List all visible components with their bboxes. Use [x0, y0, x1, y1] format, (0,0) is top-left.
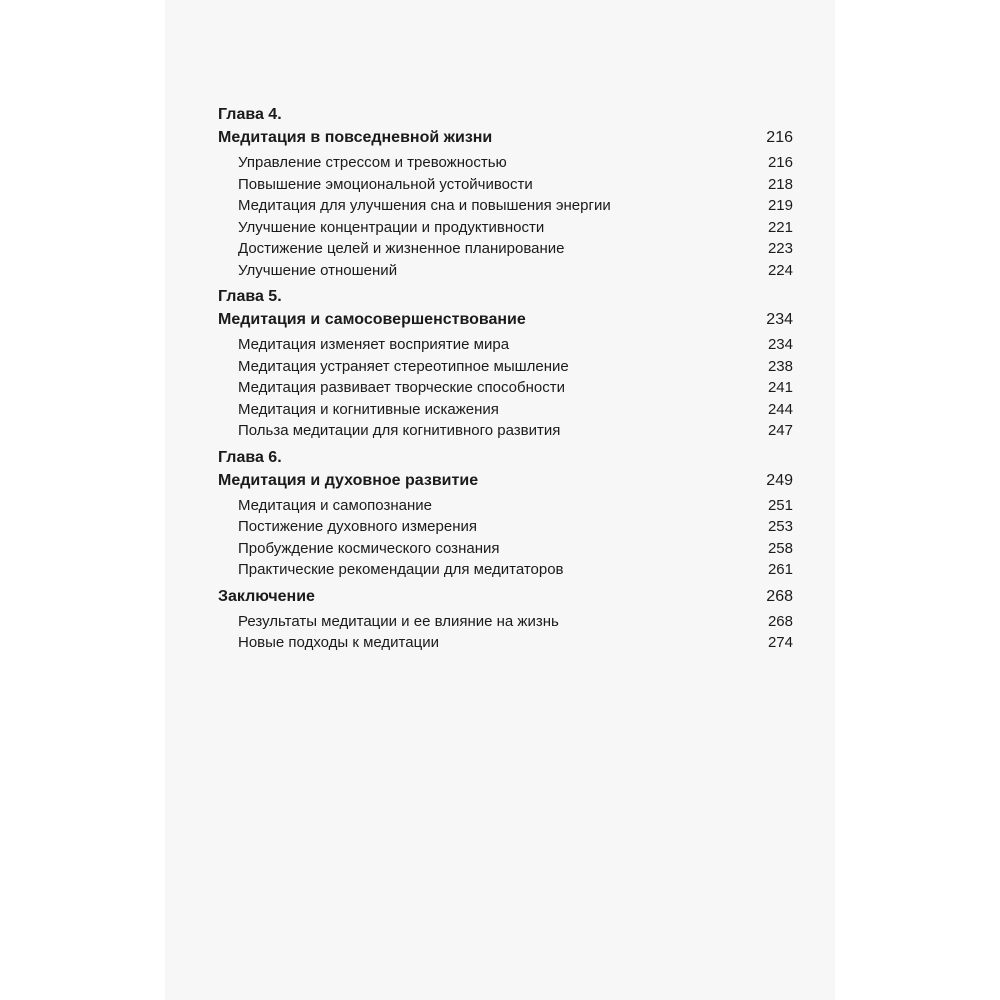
- entry-title: Медитация изменяет восприятие мира: [238, 336, 510, 353]
- chapter-label: Глава 5.: [218, 288, 282, 305]
- entry-title: Польза медитации для когнитивного развития: [238, 422, 561, 439]
- entry-title: Новые подходы к медитации: [238, 634, 439, 651]
- toc-entry: [218, 195, 793, 217]
- table-of-contents: [218, 104, 793, 654]
- page-number: 241: [767, 379, 793, 396]
- conclusion-title-row: [218, 586, 793, 610]
- toc-entry: [218, 538, 793, 560]
- entry-title: Управление стрессом и тревожностью: [238, 154, 507, 171]
- chapter-label: Глава 4.: [218, 106, 282, 123]
- toc-entry: [218, 217, 793, 239]
- chapter-4: [218, 104, 793, 281]
- toc-entry: [218, 559, 793, 581]
- chapter-title: Медитация в повседневной жизни: [218, 129, 493, 146]
- conclusion-title: Заключение: [218, 587, 315, 605]
- page-number: 234: [767, 336, 793, 353]
- page-number: 274: [767, 634, 793, 651]
- conclusion: [218, 586, 793, 654]
- entry-title: Улучшение концентрации и продуктивности: [238, 218, 545, 236]
- entry-title: Практические рекомендации для медитаторов: [238, 561, 564, 578]
- page-number: 216: [766, 129, 793, 146]
- toc-entry: [218, 238, 793, 260]
- page-number: 216: [767, 154, 793, 171]
- page-number: 219: [767, 197, 793, 214]
- chapter-label: Глава 6.: [218, 448, 282, 466]
- toc-entry: [218, 420, 793, 442]
- toc-entry: [218, 152, 793, 174]
- page-number: 223: [767, 240, 793, 257]
- chapter-title: Медитация и духовное развитие: [218, 471, 479, 489]
- page-number: 268: [766, 587, 793, 605]
- toc-entry: [218, 174, 793, 196]
- page-number: 234: [766, 311, 793, 328]
- page-number: 218: [767, 175, 793, 193]
- toc-entry: [218, 632, 793, 654]
- entry-title: Медитация развивает творческие способности: [238, 379, 565, 396]
- entry-title: Медитация устраняет стереотипное мышление: [238, 357, 569, 375]
- entry-title: Результаты медитации и ее влияние на жизнь: [238, 612, 559, 630]
- toc-entry: [218, 356, 793, 378]
- entry-title: Повышение эмоциональной устойчивости: [238, 175, 533, 193]
- toc-entry: [218, 516, 793, 538]
- page-number: 221: [767, 218, 793, 236]
- entry-title: Улучшение отношений: [238, 261, 398, 279]
- toc-entry: [218, 334, 793, 356]
- chapter-title-row: [218, 470, 793, 494]
- chapter-title: Медитация и самосовершенствование: [218, 311, 526, 328]
- toc-entry: [218, 495, 793, 517]
- page-number: 258: [767, 539, 793, 557]
- page-number: 261: [767, 561, 793, 578]
- chapter-title-row: [218, 309, 793, 333]
- page-number: 244: [767, 400, 793, 418]
- toc-entry: [218, 260, 793, 282]
- chapter-title-row: [218, 127, 793, 151]
- chapter-5: [218, 286, 793, 442]
- chapter-6: [218, 447, 793, 581]
- entry-title: Медитация и когнитивные искажения: [238, 400, 499, 418]
- toc-entry: [218, 377, 793, 399]
- entry-title: Медитация для улучшения сна и повышения энергии: [238, 197, 611, 214]
- entry-title: Постижение духовного измерения: [238, 518, 477, 535]
- page-number: 249: [766, 471, 793, 489]
- entry-title: Пробуждение космического сознания: [238, 539, 500, 557]
- toc-entry: [218, 611, 793, 633]
- page-number: 247: [767, 422, 793, 439]
- page-number: 253: [767, 518, 793, 535]
- toc-entry: [218, 399, 793, 421]
- entry-title: Достижение целей и жизненное планирование: [238, 240, 565, 257]
- entry-title: Медитация и самопознание: [238, 496, 432, 514]
- page-number: 224: [767, 261, 793, 279]
- page-number: 268: [767, 612, 793, 630]
- page-number: 251: [767, 496, 793, 514]
- page-number: 238: [767, 357, 793, 375]
